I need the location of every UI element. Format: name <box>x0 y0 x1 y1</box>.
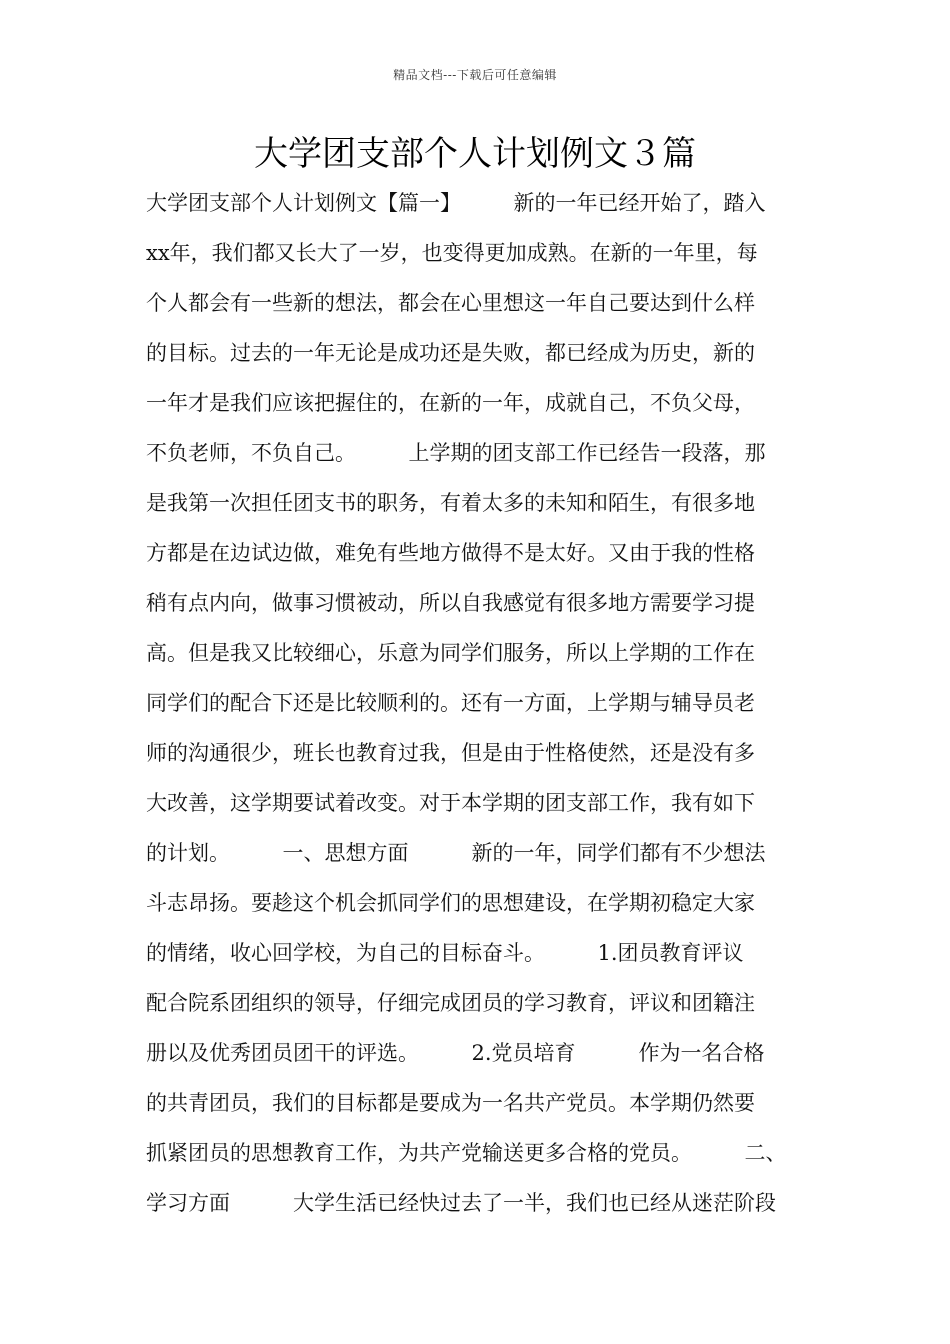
text-line: xx年，我们都又长大了一岁，也变得更加成熟。在新的一年里，每 <box>146 241 758 265</box>
text-line: 学习方面 大学生活已经快过去了一半，我们也已经从迷茫阶段 <box>146 1191 776 1215</box>
body-text <box>146 178 812 1228</box>
text-line: 配合院系团组织的领导，仔细完成团员的学习教育，评议和团籍注 <box>146 991 755 1015</box>
text-line: 同学们的配合下还是比较顺利的。还有一方面，上学期与辅导员老 <box>146 691 755 715</box>
text-line: 高。但是我又比较细心，乐意为同学们服务，所以上学期的工作在 <box>146 641 755 665</box>
text-line: 抓紧团员的思想教育工作，为共产党输送更多合格的党员。 二、 <box>146 1141 787 1165</box>
text-line: 稍有点内向，做事习惯被动，所以自我感觉有很多地方需要学习提 <box>146 591 755 615</box>
document-title: 大学团支部个人计划例文３篇 <box>254 134 696 174</box>
text-line: 的计划。 一、思想方面 新的一年，同学们都有不少想法 <box>146 841 766 865</box>
text-line: 的共青团员，我们的目标都是要成为一名共产党员。本学期仍然要 <box>146 1091 755 1115</box>
text-line: 方都是在边试边做，难免有些地方做得不是太好。又由于我的性格 <box>146 541 755 565</box>
text-line: 一年才是我们应该把握住的，在新的一年，成就自己，不负父母， <box>146 391 755 415</box>
header-note: 精品文档---下载后可任意编辑 <box>393 68 557 82</box>
text-line: 的目标。过去的一年无论是成功还是失败，都已经成为历史，新的 <box>146 341 755 365</box>
text-line: 不负老师，不负自己。 上学期的团支部工作已经告一段落，那 <box>146 441 766 465</box>
text-line: 个人都会有一些新的想法，都会在心里想这一年自己要达到什么样 <box>146 291 755 315</box>
text-line: 大学团支部个人计划例文【篇一】 新的一年已经开始了，踏入 <box>146 191 766 215</box>
text-line: 斗志昂扬。要趁这个机会抓同学们的思想建设，在学期初稳定大家 <box>146 891 755 915</box>
text-line: 大改善，这学期要试着改变。对于本学期的团支部工作，我有如下 <box>146 791 755 815</box>
text-line: 册以及优秀团员团干的评选。 2.党员培育 作为一名合格 <box>146 1041 765 1065</box>
text-line: 师的沟通很少，班长也教育过我，但是由于性格使然，还是没有多 <box>146 741 755 765</box>
text-line: 是我第一次担任团支书的职务，有着太多的未知和陌生，有很多地 <box>146 491 755 515</box>
text-line: 的情绪，收心回学校，为自己的目标奋斗。 1.团员教育评议 <box>146 941 744 965</box>
